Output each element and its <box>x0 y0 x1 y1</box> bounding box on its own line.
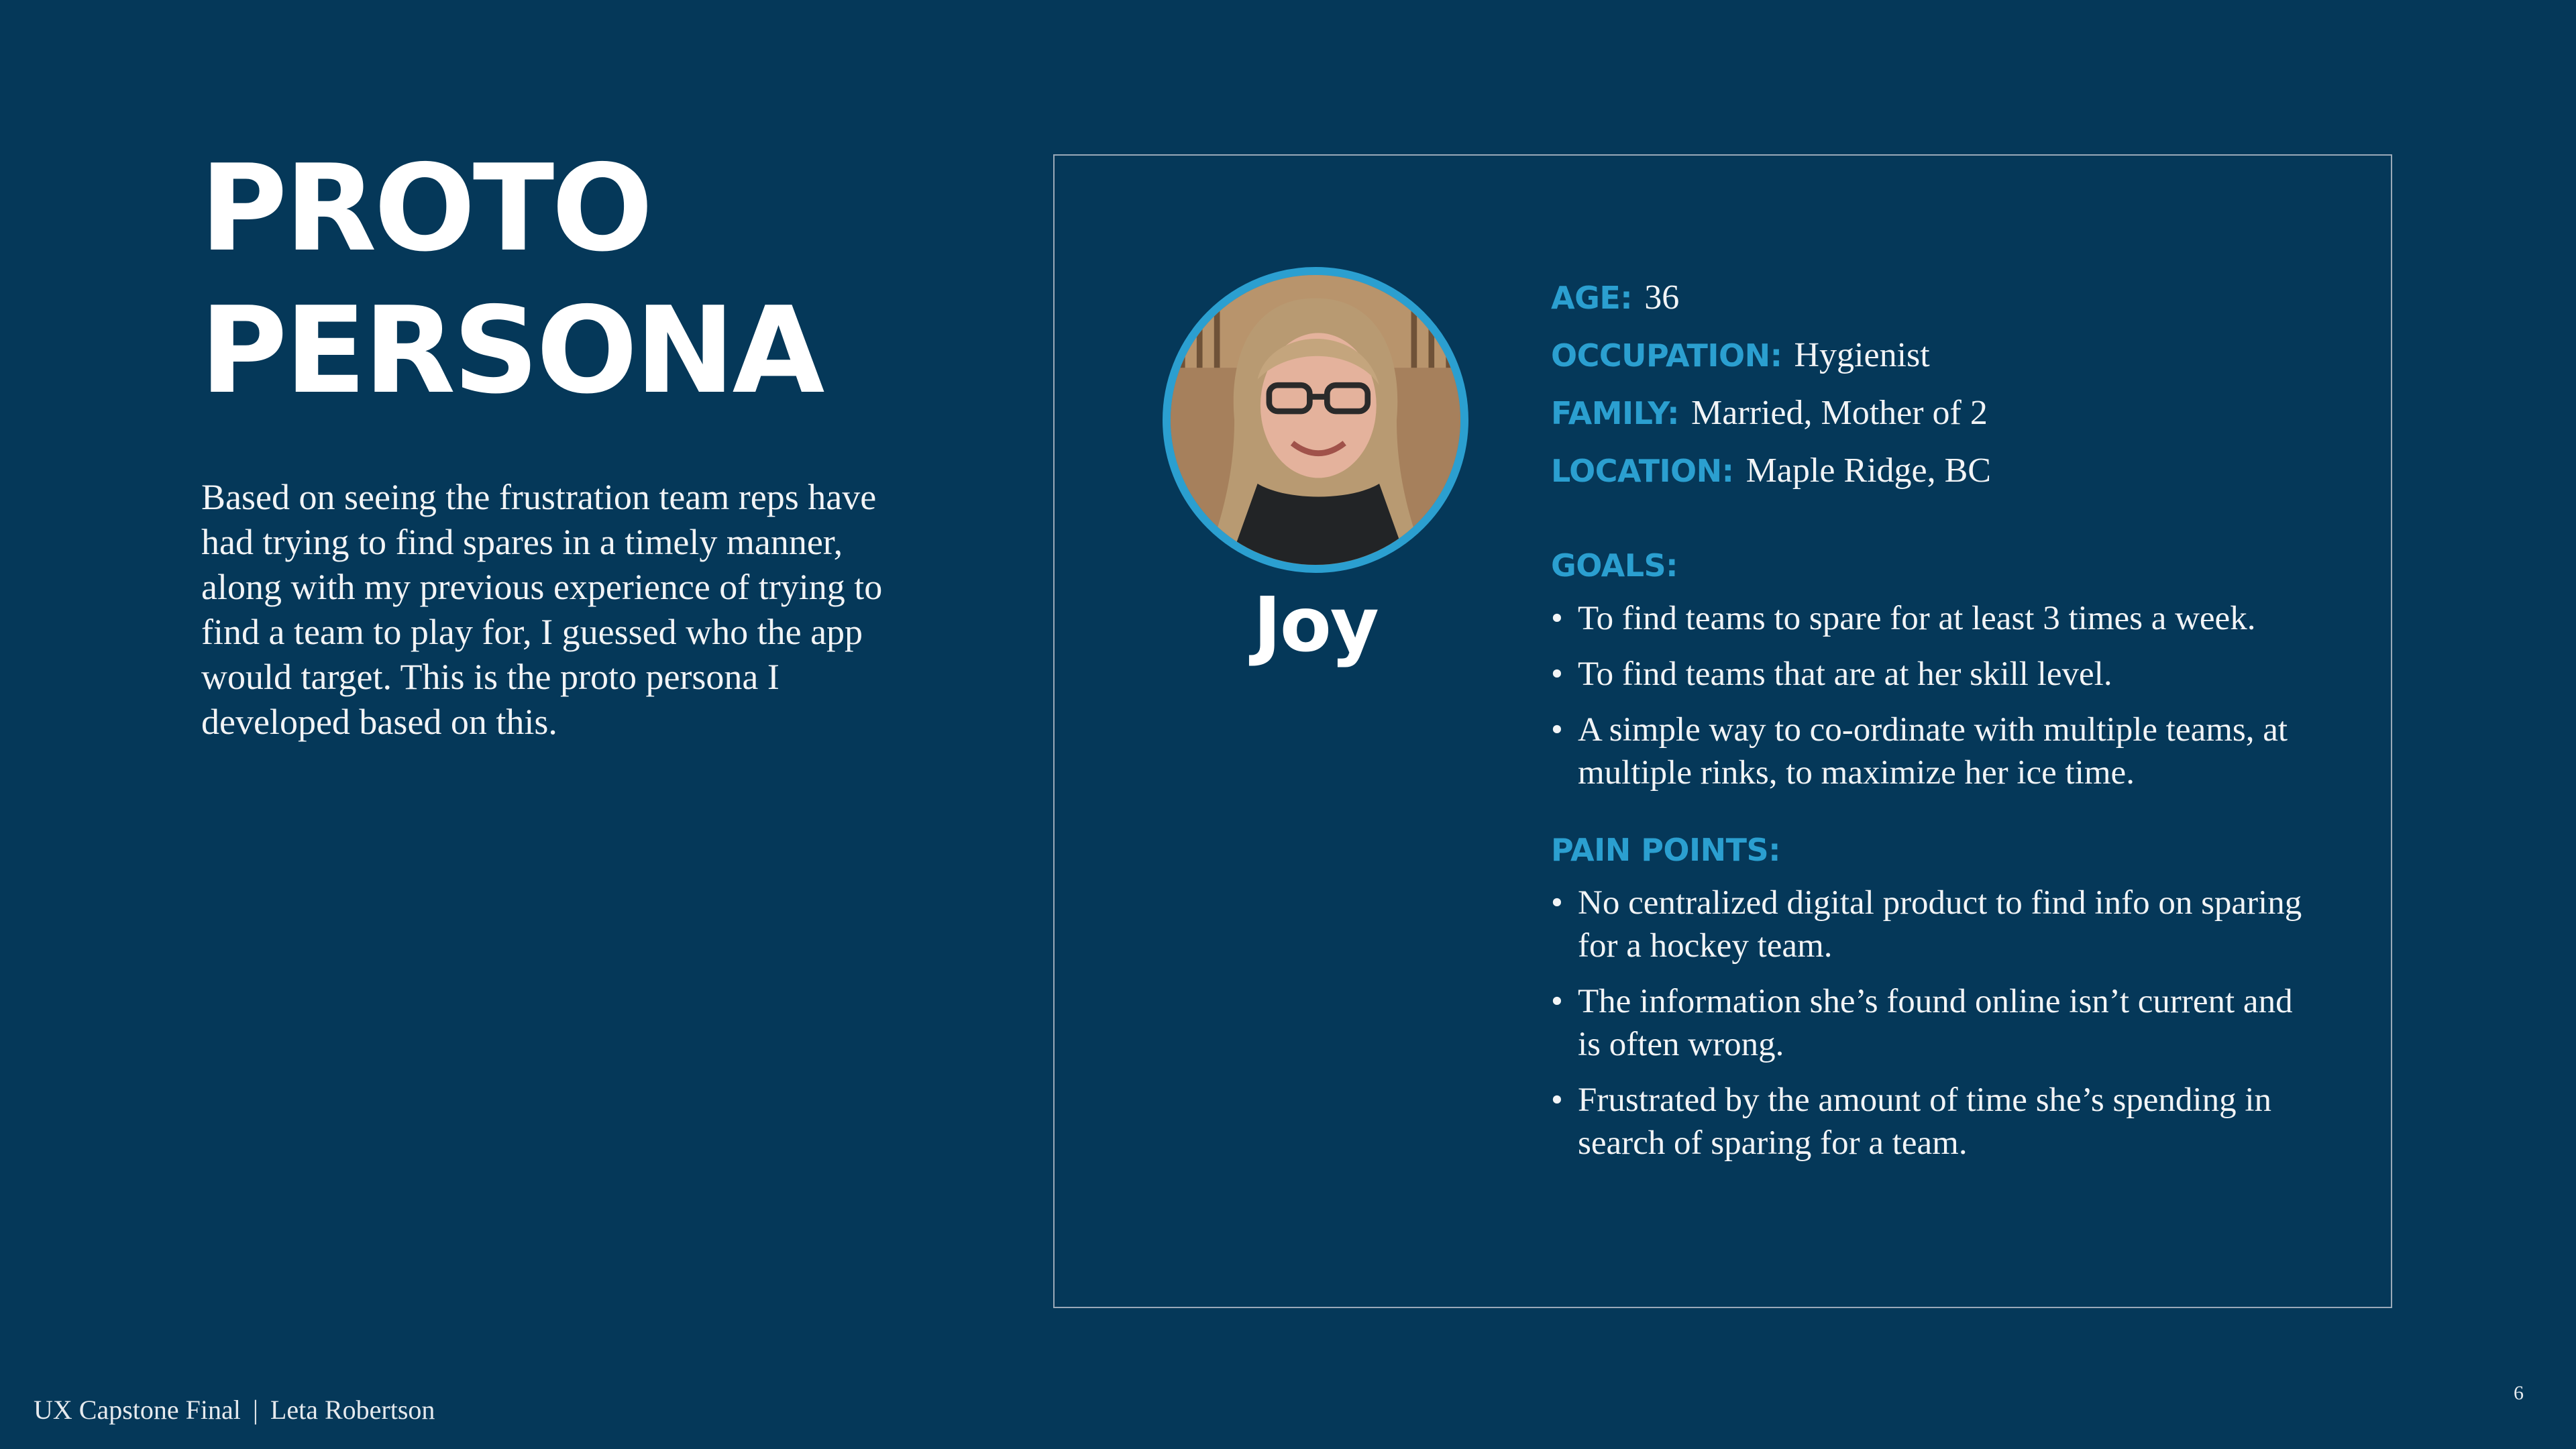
goals-heading: GOALS: <box>1551 547 1678 584</box>
pain-point-item: • The information she’s found online isn’t current and is often wrong. <box>1551 980 2322 1066</box>
persona-avatar <box>1163 267 1468 573</box>
footer-course: UX Capstone Final <box>34 1395 241 1425</box>
pain-point-item: • Frustrated by the amount of time she’s spending in search of sparing for a team. <box>1551 1079 2322 1165</box>
location-value: Maple Ridge, BC <box>1746 451 1991 490</box>
slide-footer <box>34 1394 435 1426</box>
footer-separator: | <box>252 1395 258 1425</box>
age-value: 36 <box>1644 278 1680 317</box>
family-field <box>1551 389 2322 447</box>
page-number: 6 <box>2514 1382 2524 1404</box>
slide-title-line-2: PERSONA <box>200 281 822 420</box>
goal-item: • To find teams that are at her skill level. <box>1551 653 2322 696</box>
goals-list <box>1551 597 2322 794</box>
pain-points-list <box>1551 881 2322 1165</box>
pain-point-item: • No centralized digital product to find info on sparing for a hockey team. <box>1551 881 2322 967</box>
location-field <box>1551 447 2322 504</box>
age-label: AGE: <box>1551 280 1633 316</box>
persona-details <box>1551 274 2322 1177</box>
age-field <box>1551 274 2322 331</box>
slide-title-line-1: PROTO <box>200 139 651 278</box>
occupation-label: OCCUPATION: <box>1551 337 1782 374</box>
intro-paragraph: Based on seeing the frustration team reps have had trying to find spares in a timely manner, along with my previous experience of trying to find a team to play for, I guessed who the app would target. This is the proto persona I developed based on this. <box>201 477 883 742</box>
footer-author: Leta Robertson <box>270 1395 435 1425</box>
persona-name: Joy <box>1253 582 1378 669</box>
location-label: LOCATION: <box>1551 453 1734 489</box>
person-photo-icon <box>1171 275 1460 565</box>
family-label: FAMILY: <box>1551 395 1679 431</box>
slide-title <box>200 138 822 422</box>
occupation-field <box>1551 331 2322 389</box>
goal-item: • A simple way to co-ordinate with multiple teams, at multiple rinks, to maximize her ice time. <box>1551 708 2322 794</box>
goal-item: • To find teams to spare for at least 3 times a week. <box>1551 597 2322 640</box>
pain-points-heading: PAIN POINTS: <box>1551 832 1781 868</box>
family-value: Married, Mother of 2 <box>1691 394 1988 432</box>
occupation-value: Hygienist <box>1794 336 1930 374</box>
